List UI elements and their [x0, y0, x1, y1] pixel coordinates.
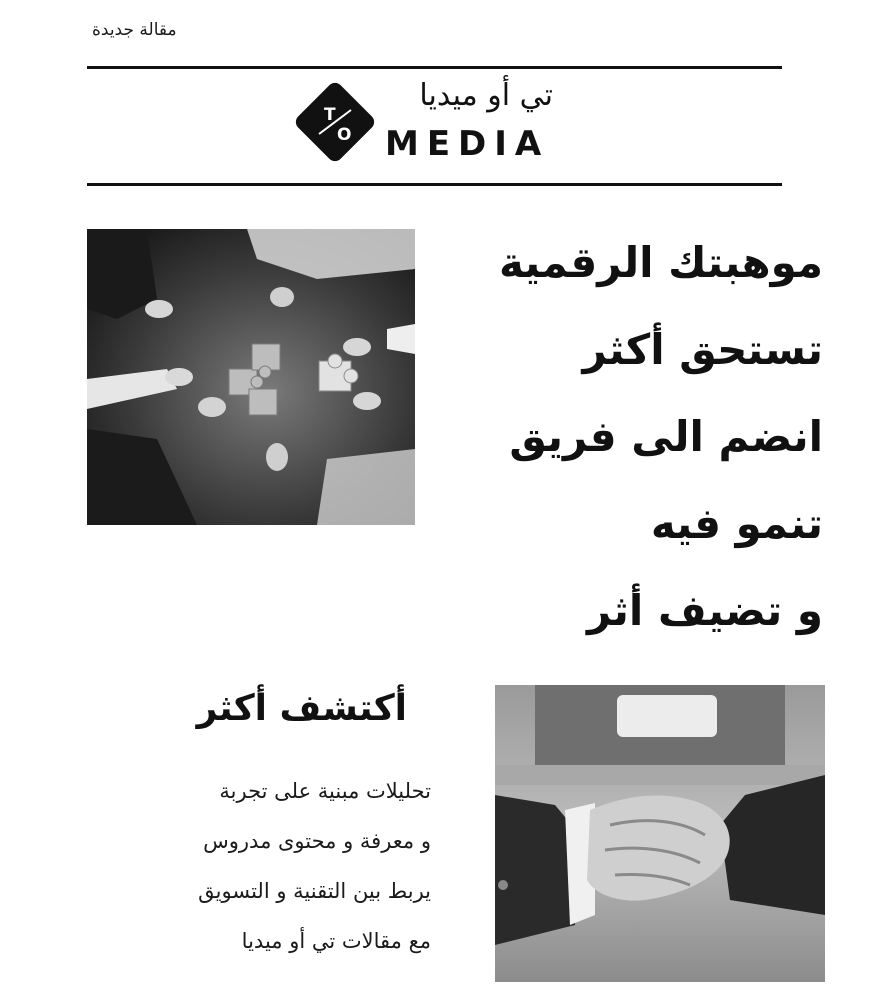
brand-logo[interactable] [285, 72, 575, 172]
article-kicker: مقالة جديدة [92, 20, 177, 40]
masthead-top-rule [87, 66, 782, 69]
logo-arabic-name: تي أو ميديا [419, 78, 553, 113]
body-line: يربط بين التقنية و التسويق [198, 879, 431, 903]
section-heading: أكتشف أكثر [196, 688, 407, 729]
headline-line: موهبتك الرقمية [498, 238, 823, 287]
body-line: مع مقالات تي أو ميديا [241, 929, 431, 953]
body-line: تحليلات مبنية على تجربة [219, 779, 431, 803]
logo-mark-t: T [324, 105, 336, 125]
puzzle-teamwork-photo [87, 229, 415, 525]
headline-line: و تضيف أثر [587, 586, 823, 635]
handshake-photo [495, 685, 825, 982]
masthead-bottom-rule [87, 183, 782, 186]
headline-line: تستحق أكثر [582, 325, 823, 374]
headline-line: انضم الى فريق [509, 412, 823, 461]
logo-diamond-icon [285, 72, 385, 172]
section-body [111, 772, 431, 972]
logo-mark-o: O [337, 125, 352, 145]
body-line: و معرفة و محتوى مدروس [203, 829, 431, 853]
logo-wordmark: MEDIA [385, 124, 550, 164]
headline-line: تنمو فيه [650, 499, 823, 548]
headline [443, 232, 823, 667]
